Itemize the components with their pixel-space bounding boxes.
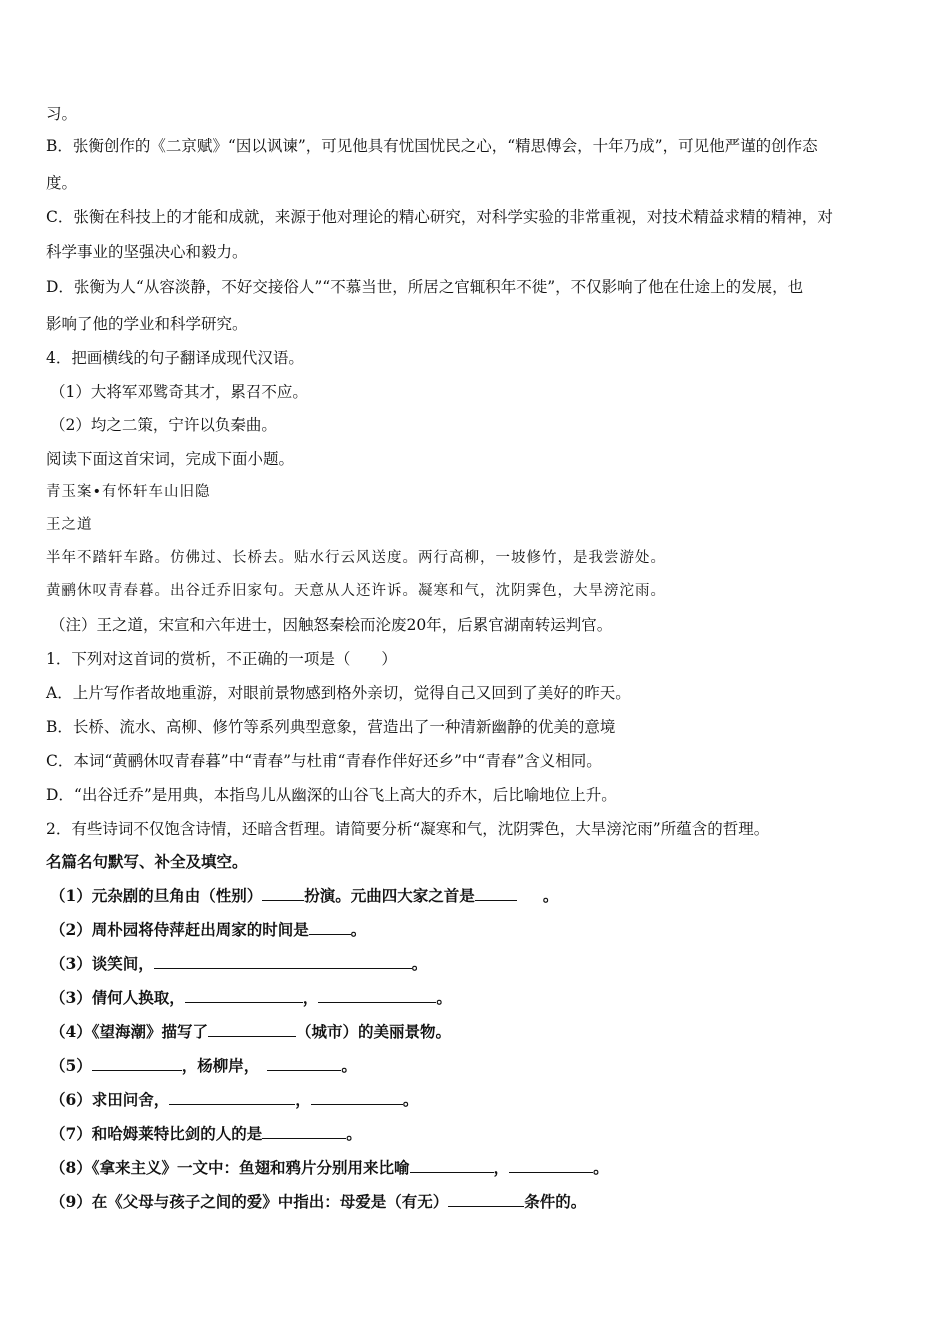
fill-text: 。	[346, 1124, 362, 1143]
fill-text: （2）周朴园将侍萍赶出周家的时间是	[50, 920, 309, 939]
question-1: 1．下列对这首词的赏析，不正确的一项是（ ）	[46, 650, 397, 668]
fill-text: 。	[341, 1056, 357, 1075]
fill-item-7	[50, 1090, 418, 1110]
fill-text: 。	[411, 954, 428, 973]
option-b-line: B．长桥、流水、高柳、修竹等系列典型意象，营造出了一种清新幽静的优美的意境	[46, 718, 616, 736]
answer-blank[interactable]	[208, 1022, 296, 1037]
fill-text: 条件的。	[524, 1192, 587, 1211]
fill-text: ，	[295, 1090, 311, 1109]
fill-item-1	[50, 886, 558, 906]
fill-text: 。	[350, 920, 367, 939]
poem-author: 王之道	[46, 517, 93, 533]
answer-blank[interactable]	[267, 1056, 341, 1071]
fill-text: （城市）的美丽景物。	[296, 1022, 452, 1041]
option-a-line: A．上片写作者故地重游，对眼前景物感到格外亲切，觉得自己又回到了美好的昨天。	[46, 684, 631, 702]
answer-blank[interactable]	[509, 1158, 593, 1173]
option-c-line: C．本词“黄鹂休叹青春暮”中“青春”与杜甫“青春作伴好还乡”中“青春”含义相同。	[46, 752, 602, 770]
fill-item-4	[50, 988, 452, 1008]
fill-item-10	[50, 1192, 586, 1212]
fill-text: （8）《拿来主义》一文中：鱼翅和鸦片分别用来比喻	[50, 1158, 410, 1177]
fill-text: （6）求田问舍，	[50, 1090, 170, 1109]
text-line: 度。	[46, 174, 78, 192]
fill-text: ，	[302, 988, 319, 1007]
answer-blank[interactable]	[262, 886, 304, 901]
question-4-sub-2: （2）均之二策，宁许以负秦曲。	[50, 416, 277, 434]
question-4: 4．把画横线的句子翻译成现代汉语。	[46, 349, 304, 367]
fill-text: ，	[493, 1158, 510, 1177]
fill-text: （5）	[50, 1056, 92, 1075]
text-line: 科学事业的坚强决心和毅力。	[46, 243, 248, 261]
fill-text: 扮演。元曲四大家之首是	[304, 886, 475, 905]
reading-instruction: 阅读下面这首宋词，完成下面小题。	[46, 450, 295, 468]
answer-blank[interactable]	[475, 886, 517, 901]
fill-item-8	[50, 1124, 362, 1144]
fill-item-2	[50, 920, 366, 940]
section-heading: 名篇名句默写、补全及填空。	[46, 852, 248, 871]
option-d-line: D．“出谷迁乔”是用典，本指鸟儿从幽深的山谷飞上高大的乔木，后比喻地位上升。	[46, 786, 617, 804]
fill-text: （3）倩何人换取，	[50, 988, 185, 1007]
poem-note: （注）王之道，宋宣和六年进士，因触怒秦桧而沦废20年，后累官湖南转运判官。	[50, 616, 613, 634]
fill-text: 。	[436, 988, 452, 1007]
fill-item-6	[50, 1056, 357, 1076]
answer-blank[interactable]	[410, 1158, 494, 1173]
fill-item-5	[50, 1022, 451, 1042]
fill-text: （3）谈笑间，	[50, 954, 154, 973]
answer-blank[interactable]	[318, 988, 436, 1003]
answer-blank[interactable]	[185, 988, 303, 1003]
answer-blank[interactable]	[262, 1124, 346, 1139]
fill-text: 。	[542, 886, 559, 905]
poem-title: 青玉案•有怀轩车山旧隐	[46, 484, 211, 500]
fill-text: （1）元杂剧的旦角由（性别）	[50, 886, 263, 905]
fill-text: （4）《望海潮》描写了	[50, 1022, 209, 1041]
text-line: 影响了他的学业和科学研究。	[46, 315, 248, 333]
poem-stanza-1: 半年不踏轩车路。仿佛过、长桥去。贴水行云风送度。两行高柳，一坡修竹，是我尝游处。	[46, 550, 666, 566]
answer-blank[interactable]	[92, 1056, 182, 1071]
poem-stanza-2: 黄鹂休叹青春暮。出谷迁乔旧家句。天意从人还许诉。凝寒和气，沈阴霁色，大旱滂沱雨。	[46, 583, 666, 599]
fill-text: 。	[402, 1090, 419, 1109]
fill-text: （9）在《父母与孩子之间的爱》中指出：母爱是（有无）	[50, 1192, 449, 1211]
answer-blank[interactable]	[169, 1090, 295, 1105]
answer-blank[interactable]	[309, 920, 351, 935]
question-4-sub-1: （1）大将军邓骘奇其才，累召不应。	[50, 383, 308, 401]
fill-item-9	[50, 1158, 609, 1178]
fill-text: （7）和哈姆莱特比剑的人的是	[50, 1124, 263, 1143]
fill-item-3	[50, 954, 427, 974]
answer-blank[interactable]	[154, 954, 412, 969]
answer-blank[interactable]	[311, 1090, 403, 1105]
option-b-line: B．张衡创作的《二京赋》“因以讽谏”，可见他具有忧国忧民之心，“精思傅会，十年乃成”，可见他严谨的创作态	[46, 137, 818, 155]
fill-text: ，杨柳岸，	[181, 1056, 260, 1075]
text-line: 习。	[46, 105, 78, 123]
answer-blank[interactable]	[448, 1192, 524, 1207]
option-c-line: C．张衡在科技上的才能和成就，来源于他对理论的精心研究，对科学实验的非常重视，对技术精益求精的精神，对	[46, 208, 833, 226]
fill-text: 。	[593, 1158, 609, 1177]
question-2: 2．有些诗词不仅饱含诗情，还暗含哲理。请简要分析“凝寒和气，沈阴霁色，大旱滂沱雨”所蕴含的哲理。	[46, 820, 770, 838]
option-d-line: D．张衡为人“从容淡静，不好交接俗人”“不慕当世，所居之官辄积年不徙”，不仅影响了他在仕途上的发展，也	[46, 278, 804, 296]
